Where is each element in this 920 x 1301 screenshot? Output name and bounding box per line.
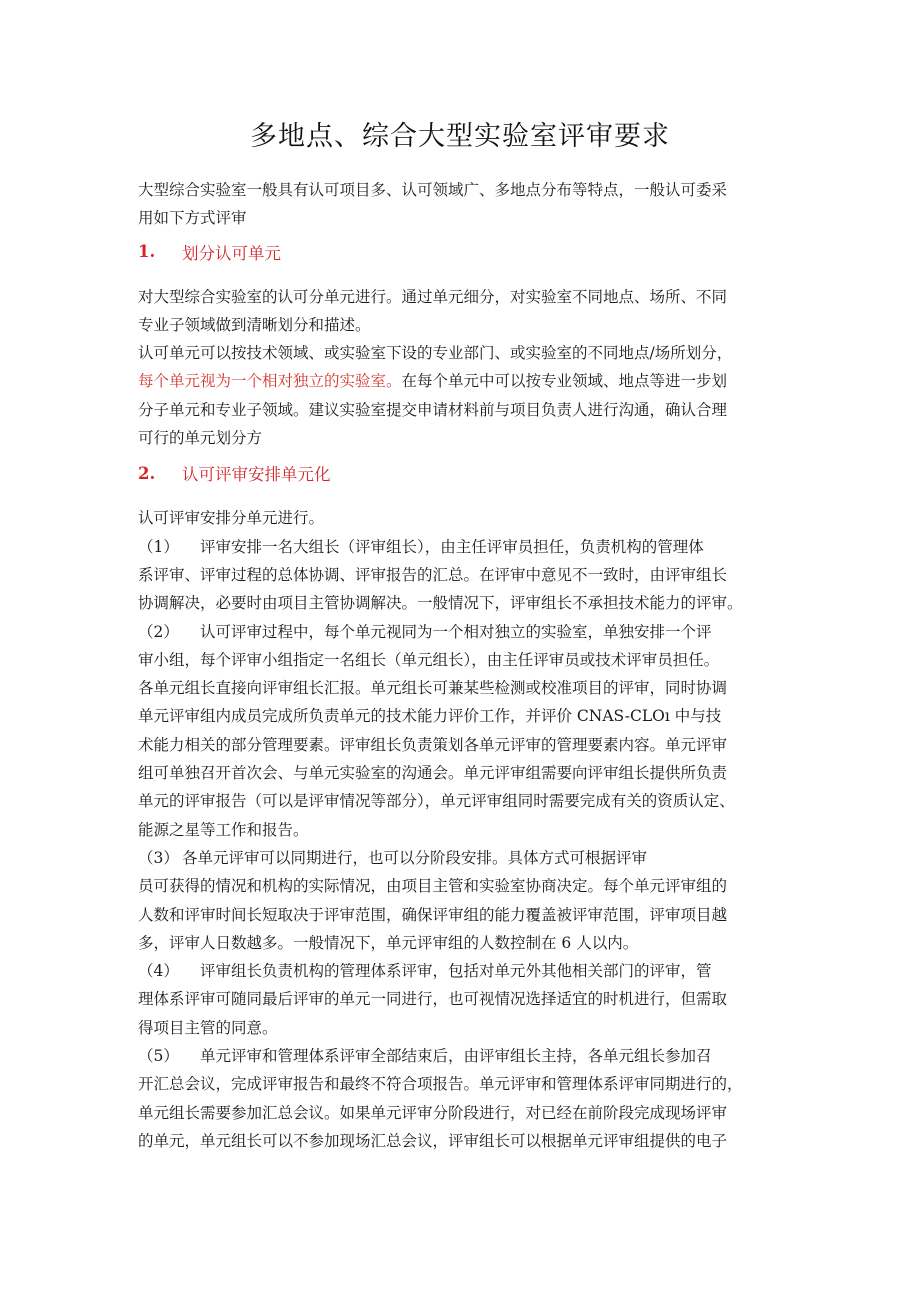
paragraph-line — [138, 367, 788, 395]
paragraph-line: 审小组，每个评审小组指定一名组长（单元组长），由主任评审员或技术评审员担任。 — [138, 650, 720, 669]
document-body — [138, 176, 788, 1155]
list-item-first-line — [138, 957, 788, 985]
paragraph-line: 协调解决，必要时由项目主管协调解决。一般情况下，评审组长不承担技术能力的评审。 — [138, 594, 743, 613]
section-title: 划分认可单元 — [182, 243, 281, 263]
section-title: 认可评审安排单元化 — [182, 465, 331, 485]
paragraph-line: 认可评审安排分单元进行。 — [138, 509, 325, 528]
item-number: （2） — [138, 622, 179, 641]
paragraph-line: 各单元组长直接向评审组长汇报。单元组长可兼某些检测或校准项目的评审，同时协调 — [138, 679, 728, 698]
paragraph-line: 系评审、评审过程的总体协调、评审报告的汇总。在评审中意见不一致时，由评审组长 — [138, 565, 728, 584]
section-heading-1 — [138, 237, 788, 267]
item-text: 单元评审和管理体系评审全部结束后，由评审组长主持，各单元组长参加召 — [200, 1047, 712, 1066]
paragraph-line: 开汇总会议，完成评审报告和最终不符合项报告。单元评审和管理体系评审同期进行的， — [138, 1075, 743, 1094]
list-item-first-line — [138, 618, 788, 646]
item-number: （3） — [138, 848, 179, 867]
item-text: 评审安排一名大组长（评审组长），由主任评审员担任，负责机构的管理体 — [200, 537, 704, 556]
item-number: （4） — [138, 962, 179, 981]
highlighted-text: 每个单元视为一个相对独立的实验室。 — [138, 372, 402, 391]
item-number: （5） — [138, 1047, 179, 1066]
item-text: 评审组长负责机构的管理体系评审，包括对单元外其他相关部门的评审，管 — [200, 962, 712, 981]
paragraph-line: 人数和评审时间长短取决于评审范围，确保评审组的能力覆盖被评审范围，评审项目越 — [138, 905, 728, 924]
paragraph-line: 分子单元和专业子领域。建议实验室提交申请材料前与项目负责人进行沟通，确认合理 — [138, 400, 728, 419]
paragraph-line: 单元的评审报告（可以是评审情况等部分），单元评审组同时需要完成有关的资质认定、 — [138, 792, 735, 811]
paragraph-line: 可行的单元划分方 — [138, 429, 263, 448]
paragraph-line: 对大型综合实验室的认可分单元进行。通过单元细分，对实验室不同地点、场所、不同 — [138, 287, 728, 306]
paragraph-text: 在每个单元中可以按专业领域、地点等进一步划 — [401, 372, 728, 391]
paragraph-line: 多，评审人日数越多。一般情况下，单元评审组的人数控制在 6 人以内。 — [138, 933, 639, 952]
item-text: 认可评审过程中，每个单元视同为一个相对独立的实验室，单独安排一个评 — [200, 622, 712, 641]
intro-line: 大型综合实验室一般具有认可项目多、认可领域广、多地点分布等特点，一般认可委采 — [138, 181, 728, 199]
section-number: 2. — [138, 463, 156, 483]
paragraph-line: 术能力相关的部分管理要素。评审组长负责策划各单元评审的管理要素内容。单元评审 — [138, 735, 728, 754]
paragraph-line: 单元组长需要参加汇总会议。如果单元评审分阶段进行，对已经在前阶段完成现场评审 — [138, 1103, 728, 1122]
paragraph-line: 专业子领域做到清晰划分和描述。 — [138, 315, 371, 334]
section-number: 1. — [138, 242, 156, 262]
item-text: 各单元评审可以同期进行，也可以分阶段安排。具体方式可根据评审 — [182, 848, 648, 867]
paragraph-line: 能源之星等工作和报告。 — [138, 820, 309, 839]
list-item-first-line — [138, 533, 788, 561]
paragraph-line: 得项目主管的同意。 — [138, 1018, 278, 1037]
list-item-first-line — [138, 844, 788, 872]
paragraph-line: 的单元，单元组长可以不参加现场汇总会议，评审组长可以根据单元评审组提供的电子 — [138, 1131, 728, 1150]
list-item-first-line — [138, 1042, 788, 1070]
paragraph-line: 组可单独召开首次会、与单元实验室的沟通会。单元评审组需要向评审组长提供所负责 — [138, 764, 728, 783]
paragraph-line: 认可单元可以按技术领域、或实验室下设的专业部门、或实验室的不同地点/场所划分， — [138, 344, 733, 363]
paragraph-line: 单元评审组内成员完成所负责单元的技术能力评价工作，并评价 CNAS-CLOı 中与技 — [138, 707, 722, 726]
intro-line: 用如下方式评审 — [138, 209, 247, 228]
section-heading-2 — [138, 458, 788, 488]
item-number: （1） — [138, 537, 179, 556]
document-title: 多地点、综合大型实验室评审要求 — [250, 121, 670, 152]
paragraph-line: 员可获得的情况和机构的实际情况，由项目主管和实验室协商决定。每个单元评审组的 — [138, 877, 728, 896]
paragraph-line: 理体系评审可随同最后评审的单元一同进行，也可视情况选择适宜的时机进行，但需取 — [138, 990, 728, 1009]
